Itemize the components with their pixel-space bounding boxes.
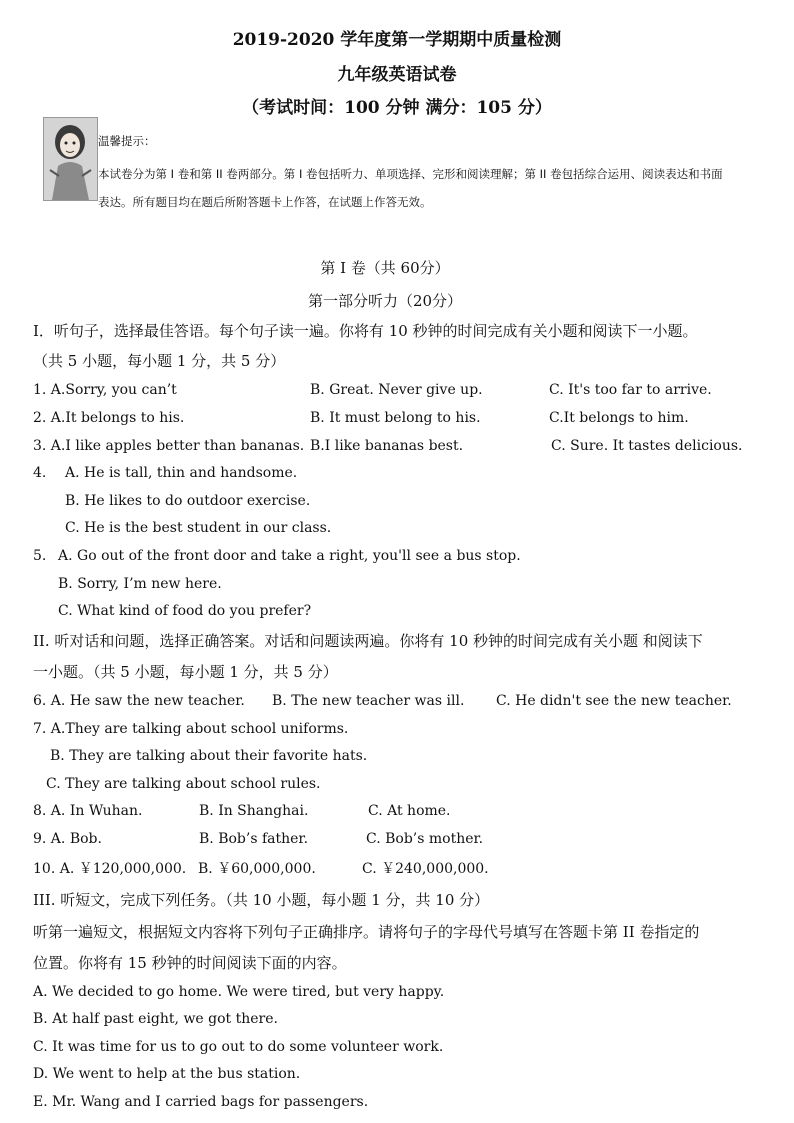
q3-option-a: 3. A.I like apples better than bananas. <box>33 438 305 454</box>
exam-subtitle: 九年级英语试卷 <box>337 65 457 85</box>
cartoon-girl-portrait-icon <box>43 117 98 201</box>
q7-option-b: B. They are talking about their favorite hats. <box>50 748 368 764</box>
list-item: D. We went to help at the bus station. <box>33 1066 301 1082</box>
q4-number: 4. <box>33 465 47 481</box>
section-3-task-2: 位置。你将有 15 秒钟的时间阅读下面的内容。 <box>33 954 347 972</box>
q6-option-c: C. He didn't see the new teacher. <box>496 693 732 709</box>
q9-option-a: 9. A. Bob. <box>33 831 102 847</box>
section-1-points: （共 5 小题，每小题 1 分，共 5 分） <box>33 352 286 370</box>
q5-option-c: C. What kind of food do you prefer? <box>58 603 312 619</box>
volume-title: 第 I 卷（共 60分） <box>320 259 450 277</box>
q5-option-b: B. Sorry, I’m new here. <box>58 576 222 592</box>
notice-line-2: 表达。所有题目均在题后所附答题卡上作答，在试题上作答无效。 <box>98 195 432 209</box>
q10-option-c: C. ￥240,000,000. <box>362 861 489 877</box>
notice-line-1: 本试卷分为第 I 卷和第 II 卷两部分。第 I 卷包括听力、单项选择、完形和阅读理解；第 II 卷包括综合运用、阅读表达和书面 <box>98 167 723 181</box>
q8-option-b: B. In Shanghai. <box>199 803 309 819</box>
exam-title: 2019-2020 学年度第一学期期中质量检测 <box>232 30 562 50</box>
section-3-task-1: 听第一遍短文，根据短文内容将下列句子正确排序。请将句子的字母代号填写在答题卡第 II 卷指定的 <box>33 923 700 941</box>
section-3-intro: III. 听短文，完成下列任务。（共 10 小题，每小题 1 分，共 10 分） <box>33 891 490 909</box>
q2-option-b: B. It must belong to his. <box>310 410 481 426</box>
q5-number: 5. <box>33 548 47 564</box>
exam-info: （考试时间：100 分钟 满分：105 分） <box>242 98 552 118</box>
q5-option-a: A. Go out of the front door and take a right, you'll see a bus stop. <box>58 548 521 564</box>
notice-label: 温馨提示： <box>98 134 156 148</box>
q4-option-c: C. He is the best student in our class. <box>65 520 332 536</box>
q2-option-a: 2. A.It belongs to his. <box>33 410 185 426</box>
q6-option-b: B. The new teacher was ill. <box>272 693 465 709</box>
q6-option-a: 6. A. He saw the new teacher. <box>33 693 245 709</box>
q1-option-c: C. It's too far to arrive. <box>549 382 712 398</box>
list-item: B. At half past eight, we got there. <box>33 1011 278 1027</box>
section-2-intro-2: 一小题。（共 5 小题，每小题 1 分，共 5 分） <box>33 663 338 681</box>
list-item: A. We decided to go home. We were tired, but very happy. <box>33 984 445 1000</box>
q10-option-b: B. ￥60,000,000. <box>198 861 316 877</box>
section-1-intro: I．听句子，选择最佳答语。每个句子读一遍。你将有 10 秒钟的时间完成有关小题和阅读下一小题。 <box>33 322 698 340</box>
part-title: 第一部分听力（20分） <box>307 292 463 310</box>
q9-option-c: C. Bob’s mother. <box>366 831 484 847</box>
list-item: C. It was time for us to go out to do some volunteer work. <box>33 1039 444 1055</box>
q10-option-a: 10. A. ￥120,000,000. <box>33 861 187 877</box>
q2-option-c: C.It belongs to him. <box>549 410 689 426</box>
q9-option-b: B. Bob’s father. <box>199 831 309 847</box>
q1-option-a: 1. A.Sorry, you can’t <box>33 382 177 398</box>
q8-option-c: C. At home. <box>368 803 451 819</box>
q3-option-c: C. Sure. It tastes delicious. <box>551 438 743 454</box>
q1-option-b: B. Great. Never give up. <box>310 382 483 398</box>
section-2-intro-1: II. 听对话和问题，选择正确答案。对话和问题读两遍。你将有 10 秒钟的时间完成有关小题 和阅读下 <box>33 632 703 650</box>
q8-option-a: 8. A. In Wuhan. <box>33 803 143 819</box>
list-item: E. Mr. Wang and I carried bags for passengers. <box>33 1094 369 1110</box>
q7-option-c: C. They are talking about school rules. <box>46 776 321 792</box>
q7-option-a: 7. A.They are talking about school uniforms. <box>33 721 349 737</box>
q3-option-b: B.I like bananas best. <box>310 438 464 454</box>
q4-option-b: B. He likes to do outdoor exercise. <box>65 493 311 509</box>
q4-option-a: A. He is tall, thin and handsome. <box>65 465 298 481</box>
